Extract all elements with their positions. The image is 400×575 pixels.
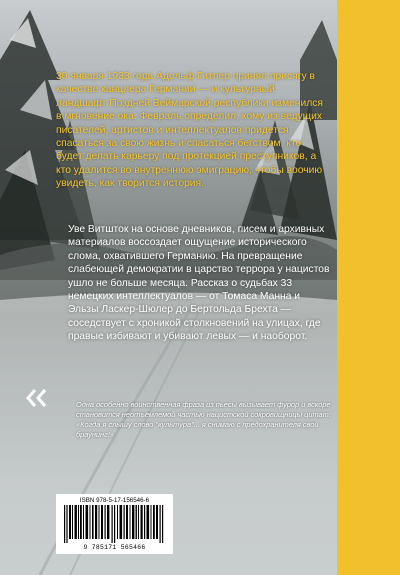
quote-text: Одна особенно воинственная фраза из пьесы вызывает фурор и вскоре становится неотъемлемой частью нацистской сокровищницы цитат: «Когда я слышу слово "культура"... я снимаю с предохранителя свой браунинг!» <box>76 400 331 439</box>
barcode-bars <box>64 505 165 543</box>
isbn-label: ISBN 978-5-17-156546-6 <box>79 497 150 504</box>
barcode-digits: 9 785171 565466 <box>83 544 146 551</box>
yellow-spine-band <box>337 0 400 575</box>
intro-paragraph: 30 января 1933 года Адольф Гитлер принял присягу в качестве канцлера Германии — и культурный ландшафт Поздней Веймарской республики изменился в мгновение ока. Февраль определил, кому из ведущих писателей, артистов и интеллектуалов придется спасаться за свою жизнь и спасаться бегством, кто будет делать карьеру под протекцией преступников, а кто удалится во внутреннюю эмиграцию, чтобы воочию увидеть, как творится история. <box>56 71 323 190</box>
description-paragraph: Уве Витшток на основе дневников, писем и архивных материалов воссоздает ощущение исторического слома, охватившего Германию. На превращение слабеющей демократии в царство террора у нацистов ушло не больше месяца. Рассказ о судьбах 33 немецких интеллектуалов — от Томаса Манна и Эльзы Ласкер-Шюлер до Бертольда Брехта — соседствует с хроникой столкновений на улицах, где правые избивают и убивают левых — и наоборот. <box>68 224 330 343</box>
quote-icon <box>26 388 48 408</box>
barcode <box>56 494 173 554</box>
